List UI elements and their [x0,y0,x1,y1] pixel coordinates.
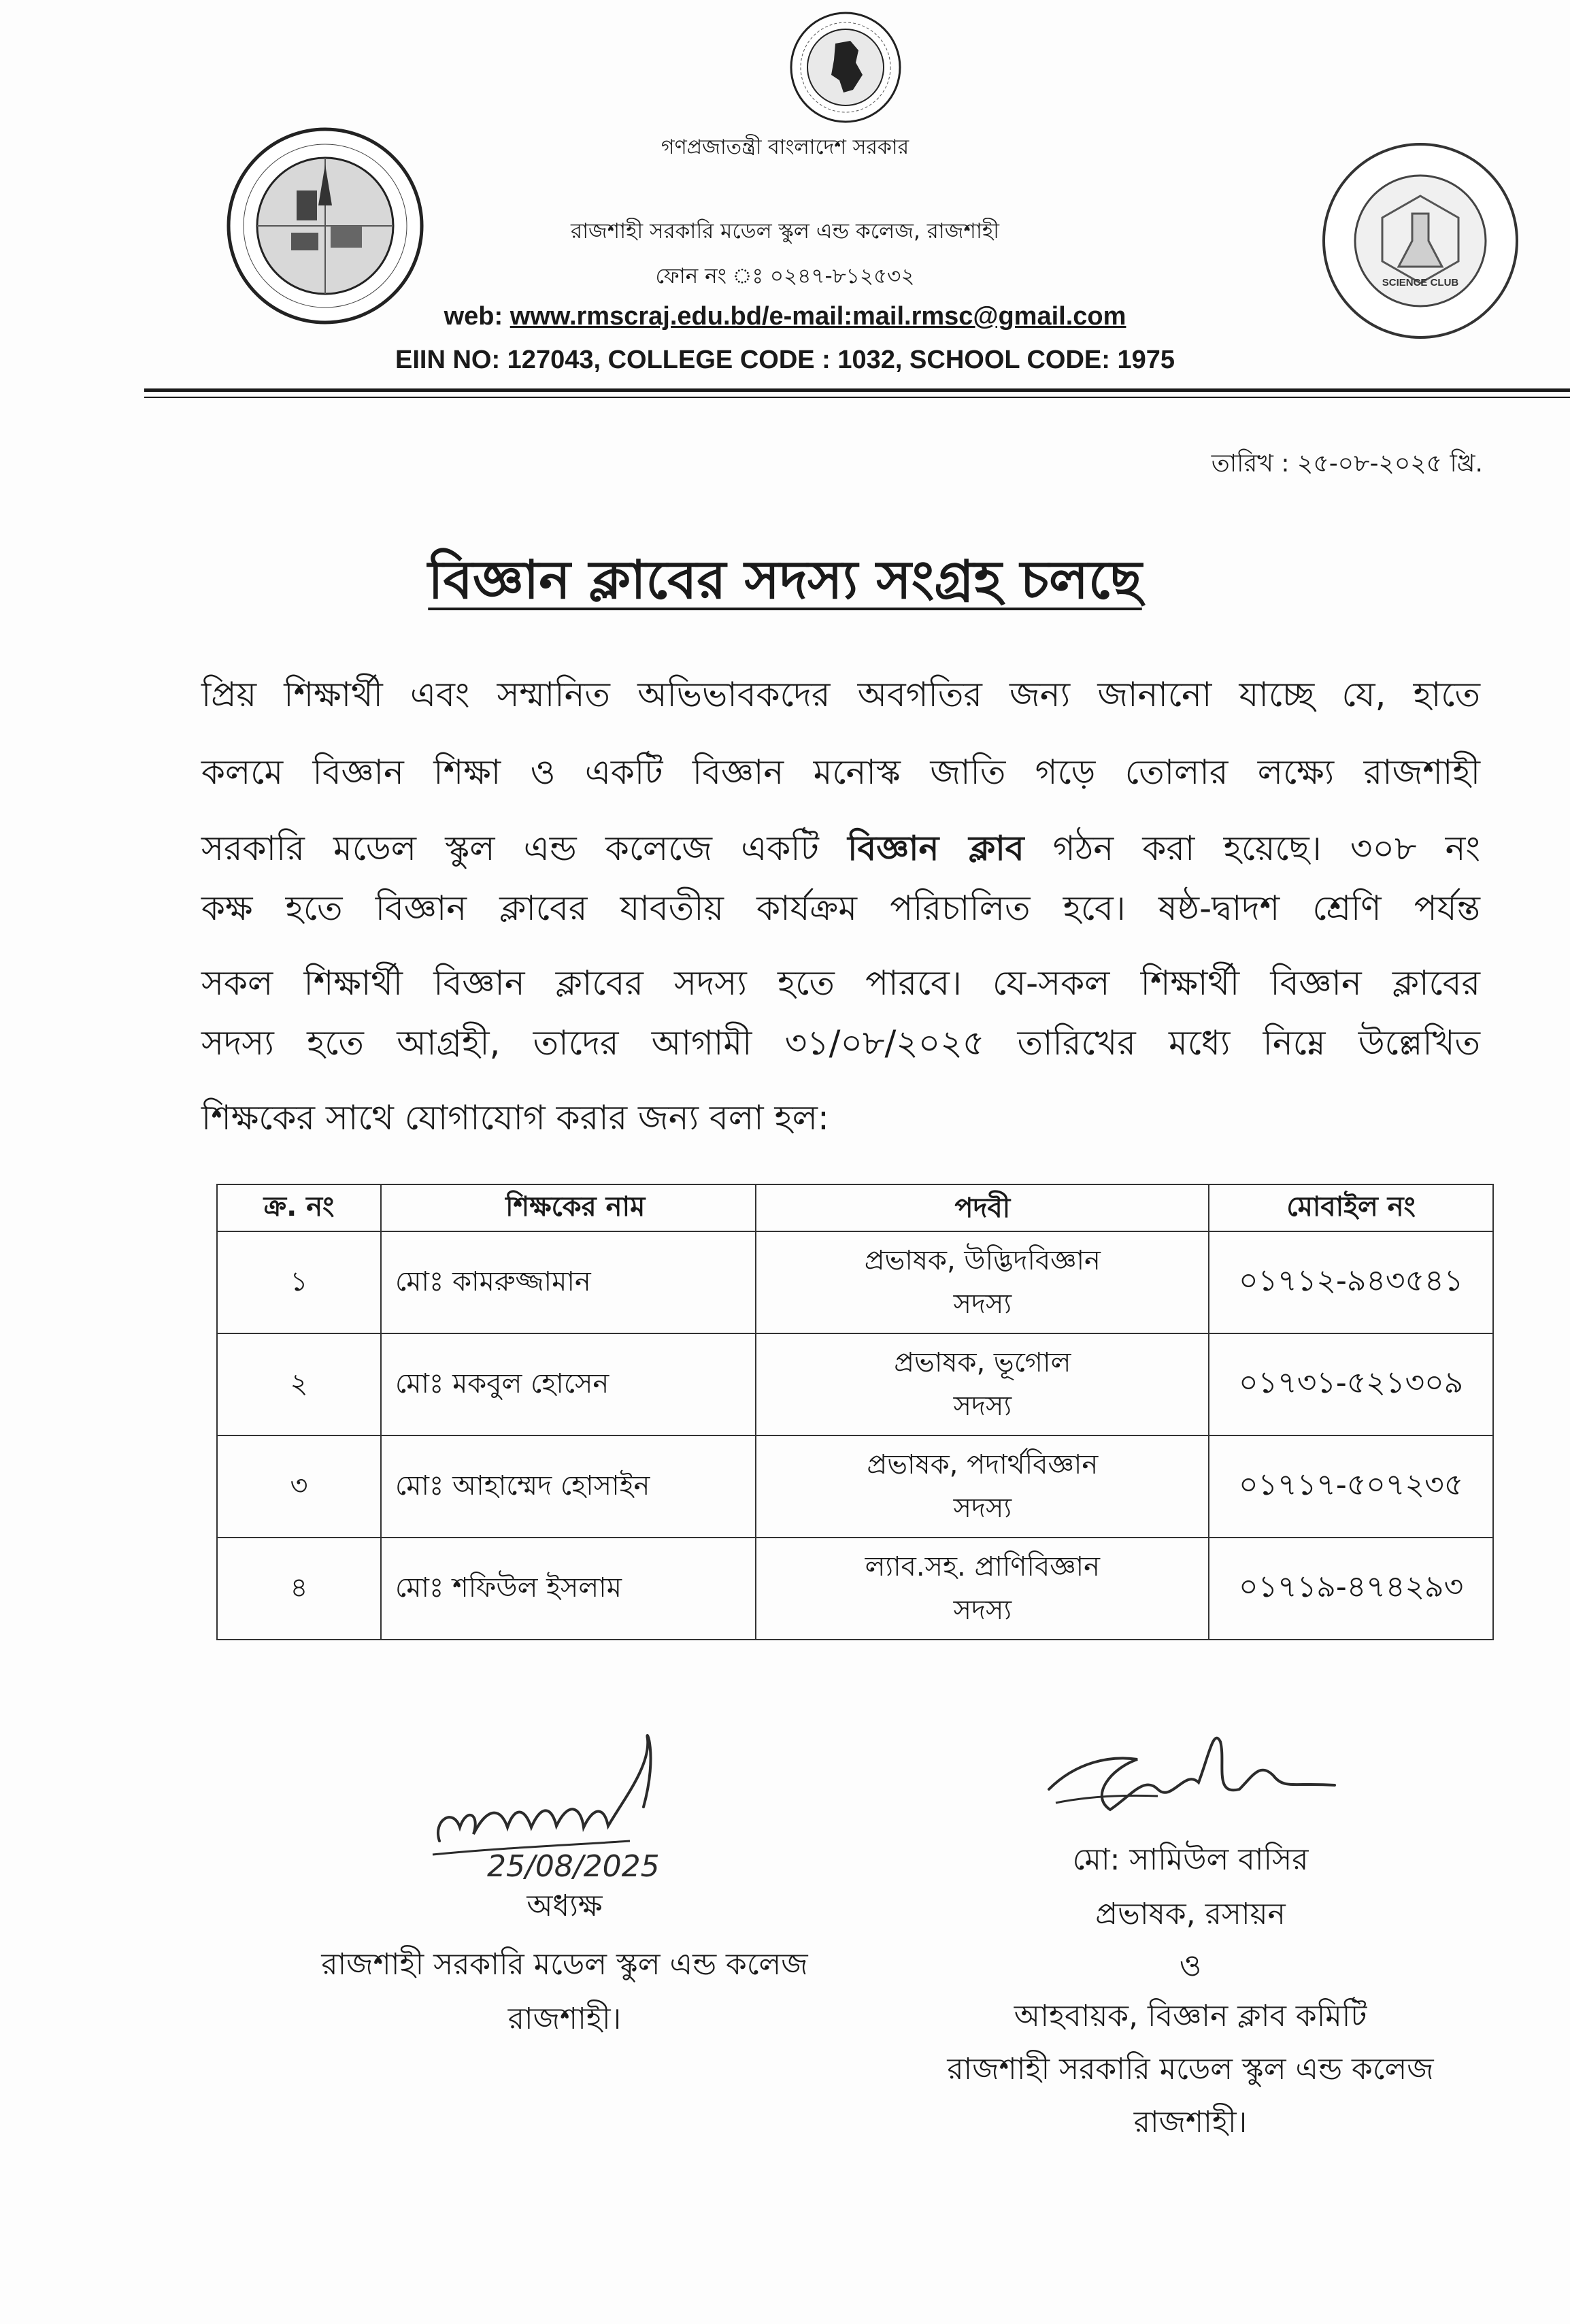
header-designation: পদবী [756,1184,1209,1231]
body-line-1: প্রিয় শিক্ষার্থী এবং সম্মানিত অভিভাবকদের অবগতির জন্য জানানো যাচ্ছে যে, হাতে [201,675,1480,714]
cell-serial: ১ [217,1231,381,1333]
role-text: সদস্য [953,1595,1012,1626]
cell-serial: ২ [217,1333,381,1435]
cell-mobile: ০১৭১৭-৫০৭২৩৫ [1209,1435,1493,1538]
body-line-2: কলমে বিজ্ঞান শিক্ষা ও একটি বিজ্ঞান মনোস্ক জাতি গড়ে তোলার লক্ষ্যে রাজশাহী [201,752,1480,792]
cell-teacher-name: মোঃ কামরুজ্জামান [381,1231,756,1333]
cell-serial: ৪ [217,1538,381,1640]
cell-teacher-name: মোঃ আহাম্মেদ হোসাইন [381,1435,756,1538]
institution-web [0,302,1570,331]
convener-designation: প্রভাষক, রসায়ন [1095,1897,1286,1931]
government-name: গণপ্রজাতন্ত্রী বাংলাদেশ সরকার [661,135,909,159]
convener-name: মো: সামিউল বাসির [1072,1842,1309,1877]
cell-designation [756,1231,1209,1333]
role-text: সদস্য [953,1289,1012,1320]
header-serial: ক্র. নং [217,1184,381,1231]
principal-title: অধ্যক্ষ [527,1889,603,1923]
table-header-row [217,1184,1493,1231]
notice-date: তারিখ : ২৫-০৮-২০২৫ খ্রি. [1211,450,1483,478]
convener-signature [1035,1714,1348,1837]
body-line-3-end: গঠন করা হয়েছে। ৩০৮ নং [1024,829,1480,868]
convener-institution: রাজশাহী সরকারি মডেল স্কুল এন্ড কলেজ [947,2052,1434,2087]
cell-mobile: ০১৭৩১-৫২১৩০৯ [1209,1333,1493,1435]
body-line-5: সকল শিক্ষার্থী বিজ্ঞান ক্লাবের সদস্য হতে পারবে। যে-সকল শিক্ষার্থী বিজ্ঞান ক্লাবের [201,963,1480,1003]
science-club-logo-label: SCIENCE CLUB [1382,277,1459,288]
principal-institution: রাজশাহী সরকারি মডেল স্কুল এন্ড কলেজ [321,1947,808,1982]
body-line-3 [201,825,1480,872]
notice-title [0,539,1570,627]
website-email-link[interactable]: www.rmscraj.edu.bd/e-mail:mail.rmsc@gmail.com [510,302,1126,331]
role-text: সদস্য [953,1493,1012,1524]
institution-name: রাজশাহী সরকারি মডেল স্কুল এন্ড কলেজ, রাজশাহী [571,219,999,244]
conjunction-and: ও [1179,1948,1202,1983]
table-row [217,1333,1493,1435]
cell-designation [756,1333,1209,1435]
cell-designation [756,1538,1209,1640]
designation-text: ল্যাব.সহ. প্রাণিবিজ্ঞান [865,1551,1101,1582]
institution-phone: ফোন নং ঃ ০২৪৭-৮১২৫৩২ [655,264,915,288]
header-mobile: মোবাইল নং [1209,1184,1493,1231]
header-divider-thin [144,397,1570,398]
science-club-emphasis: বিজ্ঞান ক্লাব [848,829,1024,868]
cell-mobile: ০১৭১৯-৪৭৪২৯৩ [1209,1538,1493,1640]
body-line-3-start: সরকারি মডেল স্কুল এন্ড কলেজে একটি [201,829,848,868]
principal-signature-date: 25/08/2025 [487,1849,660,1884]
body-line-4: কক্ষ হতে বিজ্ঞান ক্লাবের যাবতীয় কার্যক্রম পরিচালিত হবে। ষষ্ঠ-দ্বাদশ শ্রেণি পর্যন্ত [201,889,1480,928]
cell-designation [756,1435,1209,1538]
header-divider-thick [144,388,1570,392]
body-line-7: শিক্ষকের সাথে যোগাযোগ করার জন্য বলা হল: [201,1098,829,1138]
notice-title-text: বিজ্ঞান ক্লাবের সদস্য সংগ্রহ চলছে [428,550,1142,611]
designation-text: প্রভাষক, উদ্ভিদবিজ্ঞান [864,1245,1101,1276]
teacher-contact-table [216,1184,1494,1640]
cell-teacher-name: মোঃ মকবুল হোসেন [381,1333,756,1435]
bangladesh-government-emblem [788,10,903,125]
cell-mobile: ০১৭১২-৯৪৩৫৪১ [1209,1231,1493,1333]
designation-text: প্রভাষক, ভূগোল [894,1347,1071,1378]
cell-serial: ৩ [217,1435,381,1538]
convener-city: রাজশাহী। [1133,2105,1248,2140]
table-row [217,1435,1493,1538]
web-prefix: web: [444,302,510,331]
cell-teacher-name: মোঃ শফিউল ইসলাম [381,1538,756,1640]
institution-codes: EIIN NO: 127043, COLLEGE CODE : 1032, SCHOOL CODE: 1975 [395,346,1175,374]
table-row [217,1538,1493,1640]
role-text: সদস্য [953,1391,1012,1422]
principal-city: রাজশাহী। [507,2002,622,2036]
table-row [217,1231,1493,1333]
header-teacher-name: শিক্ষকের নাম [381,1184,756,1231]
designation-text: প্রভাষক, পদার্থবিজ্ঞান [867,1449,1099,1480]
principal-signature [405,1725,841,1889]
body-line-6: সদস্য হতে আগ্রহী, তাদের আগামী ৩১/০৮/২০২৫ তারিখের মধ্যে নিম্নে উল্লেখিত [201,1023,1480,1063]
convener-role: আহবায়ক, বিজ্ঞান ক্লাব কমিটি [1014,1999,1367,2034]
